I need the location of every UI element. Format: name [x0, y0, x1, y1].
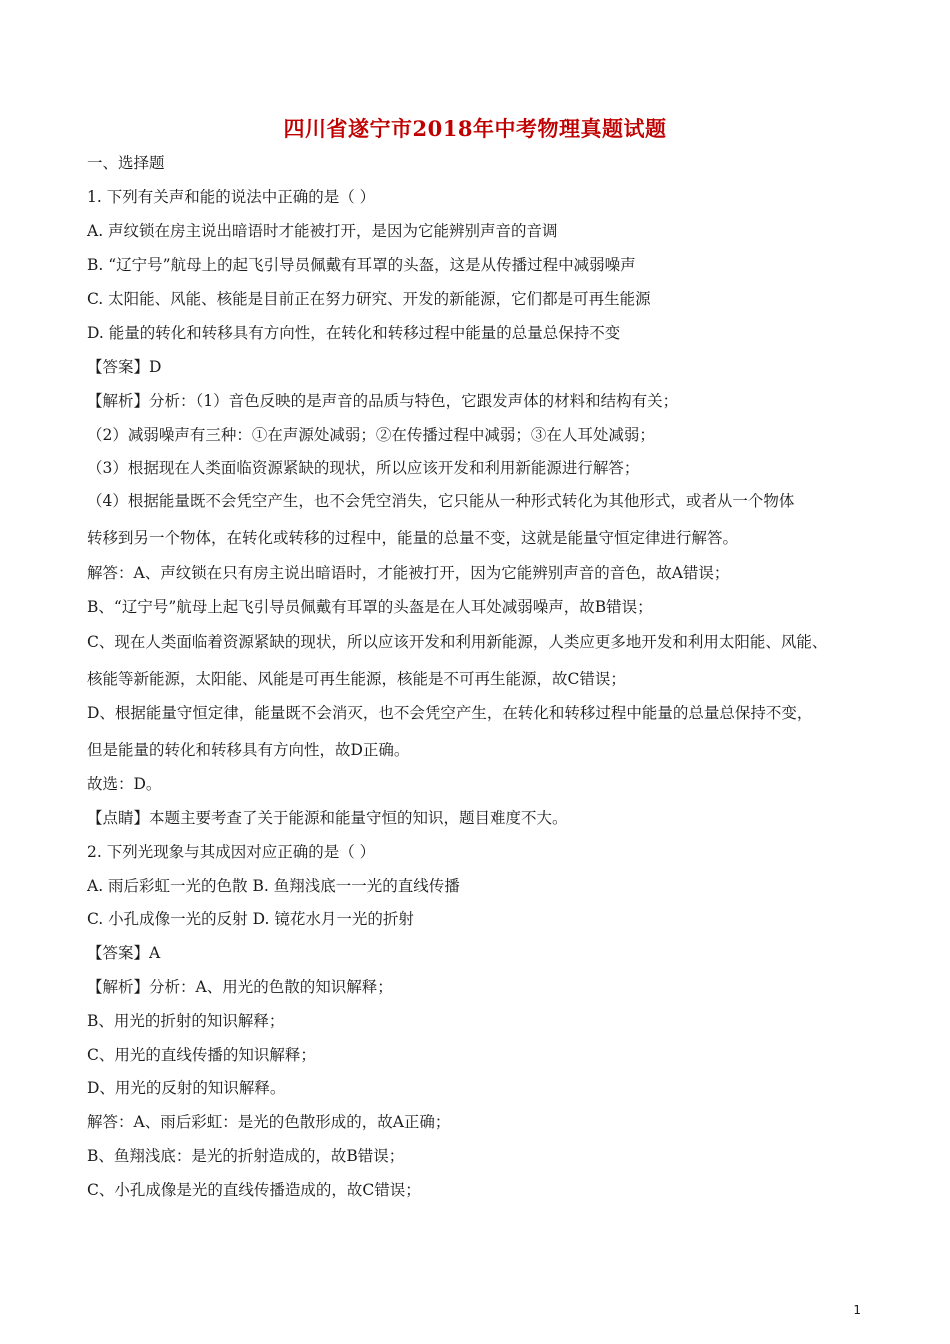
- question-1-option-a: A. 声纹锁在房主说出暗语时才能被打开，是因为它能辨别声音的音调: [87, 222, 558, 240]
- page-number: 1: [853, 1303, 861, 1317]
- page-title: 四川省遂宁市2018年中考物理真题试题: [283, 116, 667, 141]
- question-1-solution-line: 解答：A、声纹锁在只有房主说出暗语时，才能被打开，因为它能辨别声音的音色，故A错误；: [87, 564, 730, 582]
- question-1-answer: 【答案】D: [87, 358, 162, 376]
- question-1-comment: 【点睛】本题主要考查了关于能源和能量守恒的知识，题目难度不大。: [87, 809, 568, 827]
- question-1-analysis-line: 【解析】分析：（1）音色反映的是声音的品质与特色，它跟发声体的材料和结构有关；: [87, 392, 679, 410]
- question-1-choice: 故选：D。: [87, 775, 162, 793]
- question-2-analysis-line: B、用光的折射的知识解释；: [87, 1012, 285, 1030]
- question-1-solution-line: B、“辽宁号”航母上起飞引导员佩戴有耳罩的头盔是在人耳处减弱噪声，故B错误；: [87, 598, 653, 616]
- question-1-solution-line: 核能等新能源，太阳能、风能是可再生能源，核能是不可再生能源，故C错误；: [87, 670, 626, 688]
- question-1-solution-line: 但是能量的转化和转移具有方向性，故D正确。: [87, 741, 410, 759]
- question-2-analysis-line: D、用光的反射的知识解释。: [87, 1079, 286, 1097]
- question-2-answer: 【答案】A: [87, 944, 161, 962]
- question-2-solution-line: 解答：A、雨后彩虹：是光的色散形成的，故A正确；: [87, 1113, 451, 1131]
- question-2-analysis-line: 【解析】分析：A、用光的色散的知识解释；: [87, 978, 393, 996]
- question-1-analysis-line: （2）减弱噪声有三种：①在声源处减弱；②在传播过程中减弱；③在人耳处减弱；: [87, 426, 655, 444]
- section-heading: 一、选择题: [87, 154, 165, 172]
- question-1-stem: 1. 下列有关声和能的说法中正确的是（ ）: [87, 188, 376, 206]
- question-2-solution-line: C、小孔成像是光的直线传播造成的，故C错误；: [87, 1181, 421, 1199]
- question-1-analysis-line: （3）根据现在人类面临资源紧缺的现状，所以应该开发和利用新能源进行解答；: [87, 459, 640, 477]
- question-1-option-d: D. 能量的转化和转移具有方向性，在转化和转移过程中能量的总量总保持不变: [87, 324, 621, 342]
- question-2-stem: 2. 下列光现象与其成因对应正确的是（ ）: [87, 843, 376, 861]
- question-1-option-c: C. 太阳能、风能、核能是目前正在努力研究、开发的新能源，它们都是可再生能源: [87, 290, 651, 308]
- question-2-options-cd: C. 小孔成像一光的反射 D. 镜花水月一光的折射: [87, 910, 414, 928]
- question-1-analysis-line: （4）根据能量既不会凭空产生，也不会凭空消失，它只能从一种形式转化为其他形式，或者从一个物体: [87, 492, 795, 510]
- question-1-analysis-line: 转移到另一个物体，在转化或转移的过程中，能量的总量不变，这就是能量守恒定律进行解答。: [87, 529, 739, 547]
- question-1-solution-line: D、根据能量守恒定律，能量既不会消灭，也不会凭空产生，在转化和转移过程中能量的总量总保持不变，: [87, 704, 813, 722]
- question-2-analysis-line: C、用光的直线传播的知识解释；: [87, 1046, 316, 1064]
- question-1-solution-line: C、现在人类面临着资源紧缺的现状，所以应该开发和利用新能源，人类应更多地开发和利用太阳能、风能、: [87, 633, 828, 651]
- question-2-solution-line: B、鱼翔浅底：是光的折射造成的，故B错误；: [87, 1147, 405, 1165]
- question-2-options-ab: A. 雨后彩虹一光的色散 B. 鱼翔浅底一一光的直线传播: [87, 877, 460, 895]
- question-1-option-b: B. “辽宁号”航母上的起飞引导员佩戴有耳罩的头盔，这是从传播过程中减弱噪声: [87, 256, 636, 274]
